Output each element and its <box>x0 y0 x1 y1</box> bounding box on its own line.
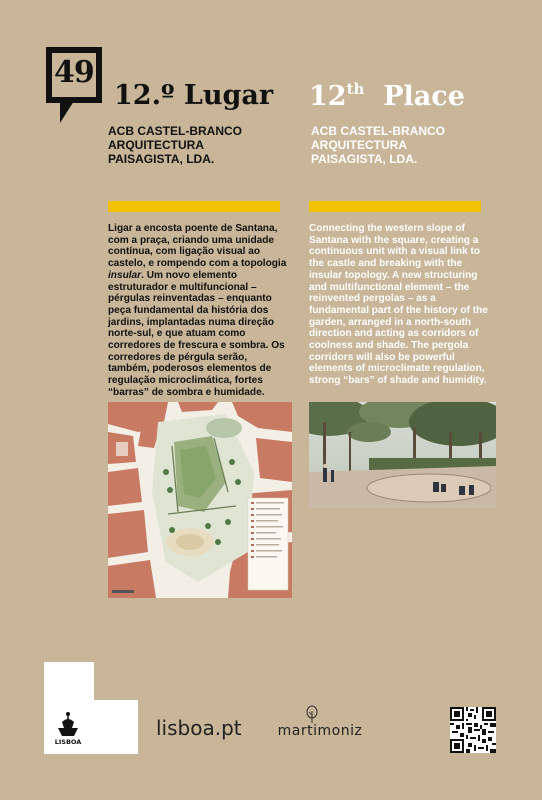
qr-code-icon[interactable] <box>450 707 496 753</box>
title-english <box>309 80 465 112</box>
description-en: Connecting the western slope of Santana with the square, creating a continuous unit with a visual link to the castle and breaking with the insular topology. A new structuring and multifunctional element – the reinvented pergolas – as a fundamental part of the history of the garden, arranged in a north-south direction and acting as corridors of coolness and shade. The pergola corridors will also be powerful elements of microclimate regulation, strong “bars” of shade and humidity. <box>309 223 488 387</box>
description-pt <box>108 223 288 399</box>
martimoniz-logo <box>272 705 368 749</box>
title-en-suffix: th <box>346 80 365 98</box>
speech-bubble-tail-icon <box>60 101 74 123</box>
firm-name-pt: ACB CASTEL-BRANCO ARQUITECTURA PAISAGISTA, LDA. <box>108 124 242 166</box>
site-plan-image <box>108 402 292 598</box>
title-en-word: Place <box>383 81 465 112</box>
accent-bar-pt <box>108 201 280 212</box>
martimoniz-text: martimoniz <box>277 723 363 739</box>
accent-bar-en <box>309 201 481 212</box>
title-en-number: 12 <box>309 81 347 112</box>
description-pt-part2: . Um novo elemento estruturador e multifuncional – pérgulas reinventadas – enquanto peça fundamental da história dos jardins, implantadas numa direção norte-sul, e que atuam como corredores de frescura e sombra. Os corredores de pérgula serão, também, poderosos elementos de regulação microclimática, fortes “barras” de sombra e humidade. <box>108 269 285 398</box>
firm-name-en: ACB CASTEL-BRANCO ARQUITECTURA PAISAGISTA, LDA. <box>311 124 445 166</box>
garden-rendering-photo <box>309 402 496 508</box>
tree-logo-icon <box>272 705 368 723</box>
title-portuguese: 12.º Lugar <box>114 80 274 111</box>
lisboa-label: LISBOA <box>54 738 82 746</box>
description-pt-part1: Ligar a encosta poente de Santana, com a praça, criando uma unidade contínua, com ligação visual ao castelo, e rompendo com a topologia <box>108 223 287 270</box>
lisboa-logo <box>44 662 138 754</box>
description-pt-italic: insular <box>108 269 142 281</box>
lisboa-url-link[interactable]: lisboa.pt <box>156 716 242 740</box>
badge-number: 49 <box>54 55 94 90</box>
